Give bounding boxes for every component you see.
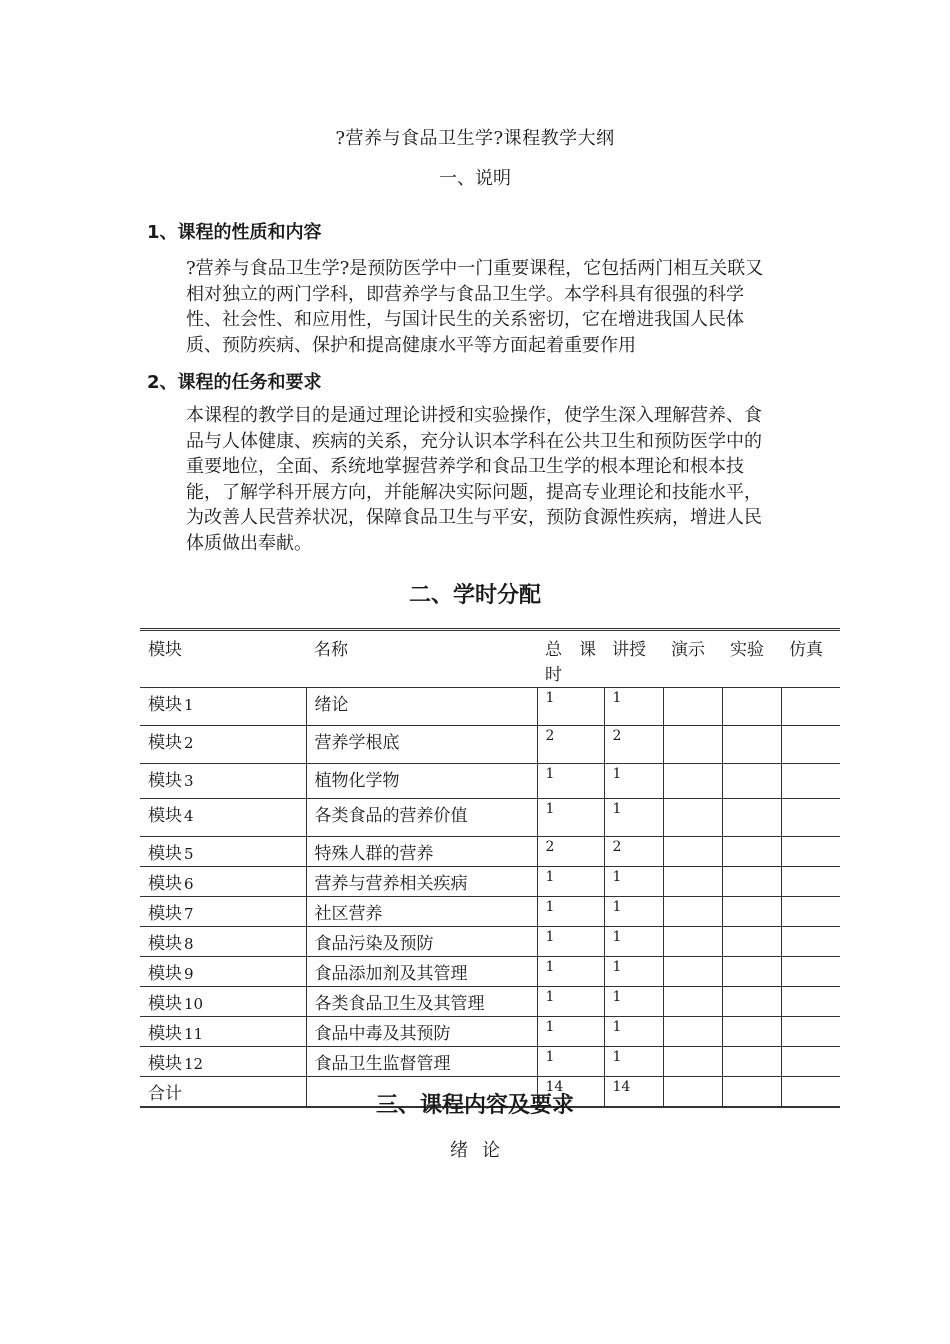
experiment-cell <box>722 799 781 837</box>
paragraph-line: 性、社会性、和应用性，与国计民生的关系密切，它在增进我国人民体 <box>186 309 744 330</box>
total-cell: 1 <box>537 897 604 927</box>
lecture-cell: 1 <box>604 867 663 897</box>
simulation-cell <box>781 897 840 927</box>
demo-cell <box>663 688 722 726</box>
demo-cell <box>663 837 722 867</box>
header-simulation: 仿真 <box>781 630 840 688</box>
simulation-cell <box>781 987 840 1017</box>
simulation-cell <box>781 837 840 867</box>
total-cell: 1 <box>537 867 604 897</box>
header-total-part: 时 <box>545 665 562 685</box>
demo-cell <box>663 987 722 1017</box>
section-2-heading: 二、学时分配 <box>408 583 541 608</box>
experiment-cell <box>722 1047 781 1077</box>
experiment-cell <box>722 987 781 1017</box>
header-total-hours <box>537 630 604 688</box>
simulation-cell <box>781 1017 840 1047</box>
total-cell: 1 <box>537 799 604 837</box>
lecture-cell: 1 <box>604 799 663 837</box>
total-cell: 2 <box>537 726 604 764</box>
module-cell: 模块 9 <box>140 957 306 987</box>
demo-cell <box>663 799 722 837</box>
demo-cell <box>663 897 722 927</box>
lecture-cell: 1 <box>604 688 663 726</box>
section-1-heading: 一、说明 <box>439 168 511 189</box>
simulation-cell <box>781 799 840 837</box>
name-cell: 社区营养 <box>306 897 537 927</box>
paragraph-line: 本课程的教学目的是通过理论讲授和实验操作，使学生深入理解营养、食 <box>186 405 762 426</box>
total-cell: 1 <box>537 927 604 957</box>
simulation-cell <box>781 764 840 799</box>
lecture-cell: 1 <box>604 1047 663 1077</box>
table-row <box>140 1047 840 1077</box>
demo-cell <box>663 764 722 799</box>
experiment-cell <box>722 1017 781 1047</box>
experiment-cell <box>722 837 781 867</box>
header-total-part: 总 <box>545 640 562 660</box>
table-row <box>140 927 840 957</box>
table-row <box>140 1017 840 1047</box>
experiment-cell <box>722 688 781 726</box>
table-header-row <box>140 630 840 688</box>
experiment-cell <box>722 897 781 927</box>
table-row <box>140 957 840 987</box>
experiment-cell <box>722 726 781 764</box>
header-lecture: 讲授 <box>604 630 663 688</box>
table-row <box>140 799 840 837</box>
table-row <box>140 726 840 764</box>
name-cell: 食品污染及预防 <box>306 927 537 957</box>
paragraph-line: 能，了解学科开展方向，并能解决实际问题，提高专业理论和技能水平， <box>186 481 762 503</box>
module-cell: 模块 5 <box>140 837 306 867</box>
name-cell: 各类食品的营养价值 <box>306 799 537 837</box>
subsection-2-paragraph <box>186 403 806 556</box>
total-cell: 1 <box>537 987 604 1017</box>
table-row <box>140 837 840 867</box>
lecture-cell: 2 <box>604 837 663 867</box>
name-cell: 营养学根底 <box>306 726 537 764</box>
lecture-cell: 1 <box>604 987 663 1017</box>
module-cell: 模块 8 <box>140 927 306 957</box>
summary-lecture-cell: 14 <box>604 1077 663 1108</box>
name-cell: 各类食品卫生及其管理 <box>306 987 537 1017</box>
table-row <box>140 867 840 897</box>
lecture-cell: 1 <box>604 927 663 957</box>
document-title: ?营养与食品卫生学?课程教学大纲 <box>335 128 615 149</box>
simulation-cell <box>781 1047 840 1077</box>
name-cell: 食品添加剂及其管理 <box>306 957 537 987</box>
module-cell: 模块 7 <box>140 897 306 927</box>
table-row <box>140 987 840 1017</box>
total-cell: 1 <box>537 957 604 987</box>
experiment-cell <box>722 957 781 987</box>
subsection-2-heading: 2、课程的任务和要求 <box>147 372 322 393</box>
module-cell: 模块 1 <box>140 688 306 726</box>
module-cell: 模块 4 <box>140 799 306 837</box>
paragraph-line: 为改善人民营养状况，保障食品卫生与平安，预防食源性疾病，增进人民 <box>186 507 762 528</box>
table-row <box>140 764 840 799</box>
header-experiment: 实验 <box>722 630 781 688</box>
header-demo: 演示 <box>663 630 722 688</box>
name-cell: 绪论 <box>306 688 537 726</box>
module-cell: 模块 6 <box>140 867 306 897</box>
name-cell: 植物化学物 <box>306 764 537 799</box>
paragraph-line: 质、预防疾病、保护和提高健康水平等方面起着重要作用 <box>186 334 636 356</box>
header-module: 模块 <box>140 630 306 688</box>
module-cell: 模块 10 <box>140 987 306 1017</box>
module-cell: 模块 3 <box>140 764 306 799</box>
name-cell: 营养与营养相关疾病 <box>306 867 537 897</box>
experiment-cell <box>722 764 781 799</box>
simulation-cell <box>781 957 840 987</box>
simulation-cell <box>781 688 840 726</box>
total-cell: 1 <box>537 1047 604 1077</box>
total-cell: 2 <box>537 837 604 867</box>
summary-label-cell: 合计 <box>140 1077 306 1108</box>
lecture-cell: 1 <box>604 957 663 987</box>
demo-cell <box>663 957 722 987</box>
module-cell: 模块 11 <box>140 1017 306 1047</box>
demo-cell <box>663 1017 722 1047</box>
name-cell: 食品卫生监督管理 <box>306 1047 537 1077</box>
demo-cell <box>663 867 722 897</box>
name-cell: 特殊人群的营养 <box>306 837 537 867</box>
simulation-cell <box>781 867 840 897</box>
name-cell: 食品中毒及其预防 <box>306 1017 537 1047</box>
demo-cell <box>663 1047 722 1077</box>
section-3-heading: 三、课程内容及要求 <box>375 1093 574 1118</box>
paragraph-line: 重要地位，全面、系统地掌握营养学和食品卫生学的根本理论和根本技 <box>186 456 744 477</box>
subsection-1-paragraph <box>186 256 806 358</box>
module-cell: 模块 12 <box>140 1047 306 1077</box>
lecture-cell: 1 <box>604 764 663 799</box>
total-cell: 1 <box>537 688 604 726</box>
simulation-cell <box>781 927 840 957</box>
experiment-cell <box>722 867 781 897</box>
total-cell: 1 <box>537 1017 604 1047</box>
demo-cell <box>663 927 722 957</box>
header-name: 名称 <box>306 630 537 688</box>
paragraph-line: 品与人体健康、疾病的关系，充分认识本学科在公共卫生和预防医学中的 <box>186 430 762 452</box>
header-total-part: 课 <box>579 640 596 660</box>
demo-cell <box>663 726 722 764</box>
summary-total-cell: 14 <box>537 1077 604 1108</box>
paragraph-line: 体质做出奉献。 <box>186 532 312 554</box>
module-cell: 模块 2 <box>140 726 306 764</box>
experiment-cell <box>722 927 781 957</box>
lecture-cell: 1 <box>604 1017 663 1047</box>
section-3-subtitle: 绪论 <box>450 1140 514 1161</box>
paragraph-line: 相对独立的两门学科，即营养学与食品卫生学。本学科具有很强的科学 <box>186 283 744 305</box>
total-cell: 1 <box>537 764 604 799</box>
table-row <box>140 688 840 726</box>
hours-allocation-table <box>140 628 840 1108</box>
subsection-1-heading: 1、课程的性质和内容 <box>147 222 322 243</box>
lecture-cell: 1 <box>604 897 663 927</box>
table-row <box>140 897 840 927</box>
lecture-cell: 2 <box>604 726 663 764</box>
simulation-cell <box>781 726 840 764</box>
paragraph-line: ?营养与食品卫生学?是预防医学中一门重要课程，它包括两门相互关联又 <box>186 258 764 279</box>
